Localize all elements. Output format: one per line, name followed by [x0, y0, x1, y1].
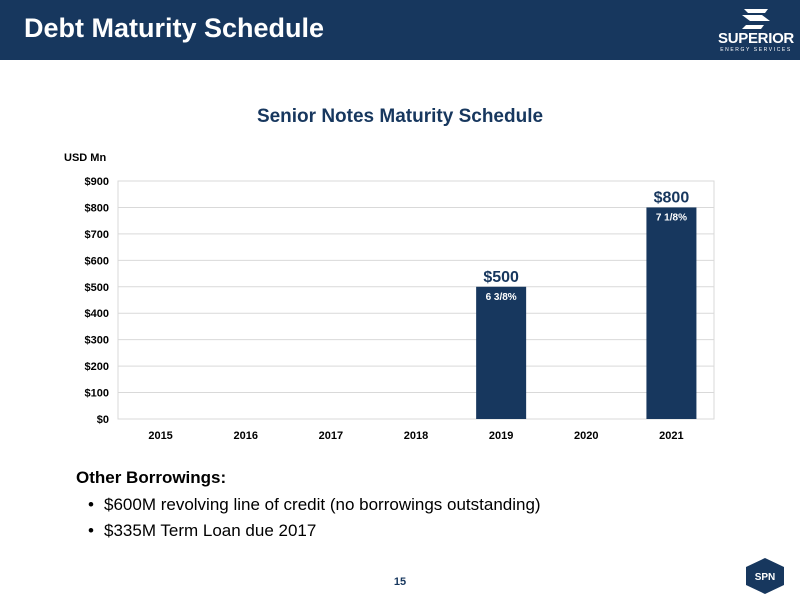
spn-badge [744, 557, 786, 595]
plot-area [118, 181, 714, 419]
rate-label: 6 3/8% [485, 291, 517, 303]
x-tick-label: 2018 [403, 430, 429, 442]
other-borrowings-list [104, 492, 541, 544]
y-tick-label: $800 [84, 202, 109, 215]
y-tick-label: $600 [84, 255, 109, 268]
chart-title: Senior Notes Maturity Schedule [256, 106, 544, 127]
y-tick-label: $300 [84, 334, 109, 347]
bar-2021 [646, 207, 696, 419]
y-tick-label: $200 [84, 361, 109, 374]
logo-wordmark: SUPERIOR [718, 30, 794, 47]
data-label: $500 [483, 268, 519, 286]
page-title: Debt Maturity Schedule [24, 13, 325, 43]
y-tick-label: $900 [84, 176, 109, 188]
x-tick-label: 2020 [574, 430, 599, 442]
list-item: • $600M revolving line of credit (no borrowings outstanding) [104, 492, 541, 518]
other-borrowings-heading: Other Borrowings: [76, 468, 227, 487]
x-tick-label: 2016 [233, 430, 258, 442]
y-tick-label: $500 [84, 281, 109, 294]
data-label: $800 [653, 189, 690, 207]
y-tick-label: $400 [84, 308, 109, 321]
y-tick-label: $0 [96, 414, 109, 426]
x-tick-label: 2019 [488, 430, 514, 442]
badge-label: SPN [754, 572, 776, 583]
rate-label: 7 1/8% [655, 212, 687, 224]
bar-2019 [476, 287, 526, 419]
x-tick-label: 2021 [659, 430, 684, 442]
y-tick-label: $700 [84, 228, 109, 241]
y-axis-label: USD Mn [64, 152, 107, 164]
list-item: • $335M Term Loan due 2017 [104, 518, 541, 544]
logo-tagline: ENERGY SERVICES [720, 47, 792, 53]
page-number: 15 [393, 576, 407, 588]
y-tick-label: $100 [84, 387, 109, 400]
x-tick-label: 2017 [318, 430, 344, 442]
x-tick-label: 2015 [148, 430, 173, 442]
